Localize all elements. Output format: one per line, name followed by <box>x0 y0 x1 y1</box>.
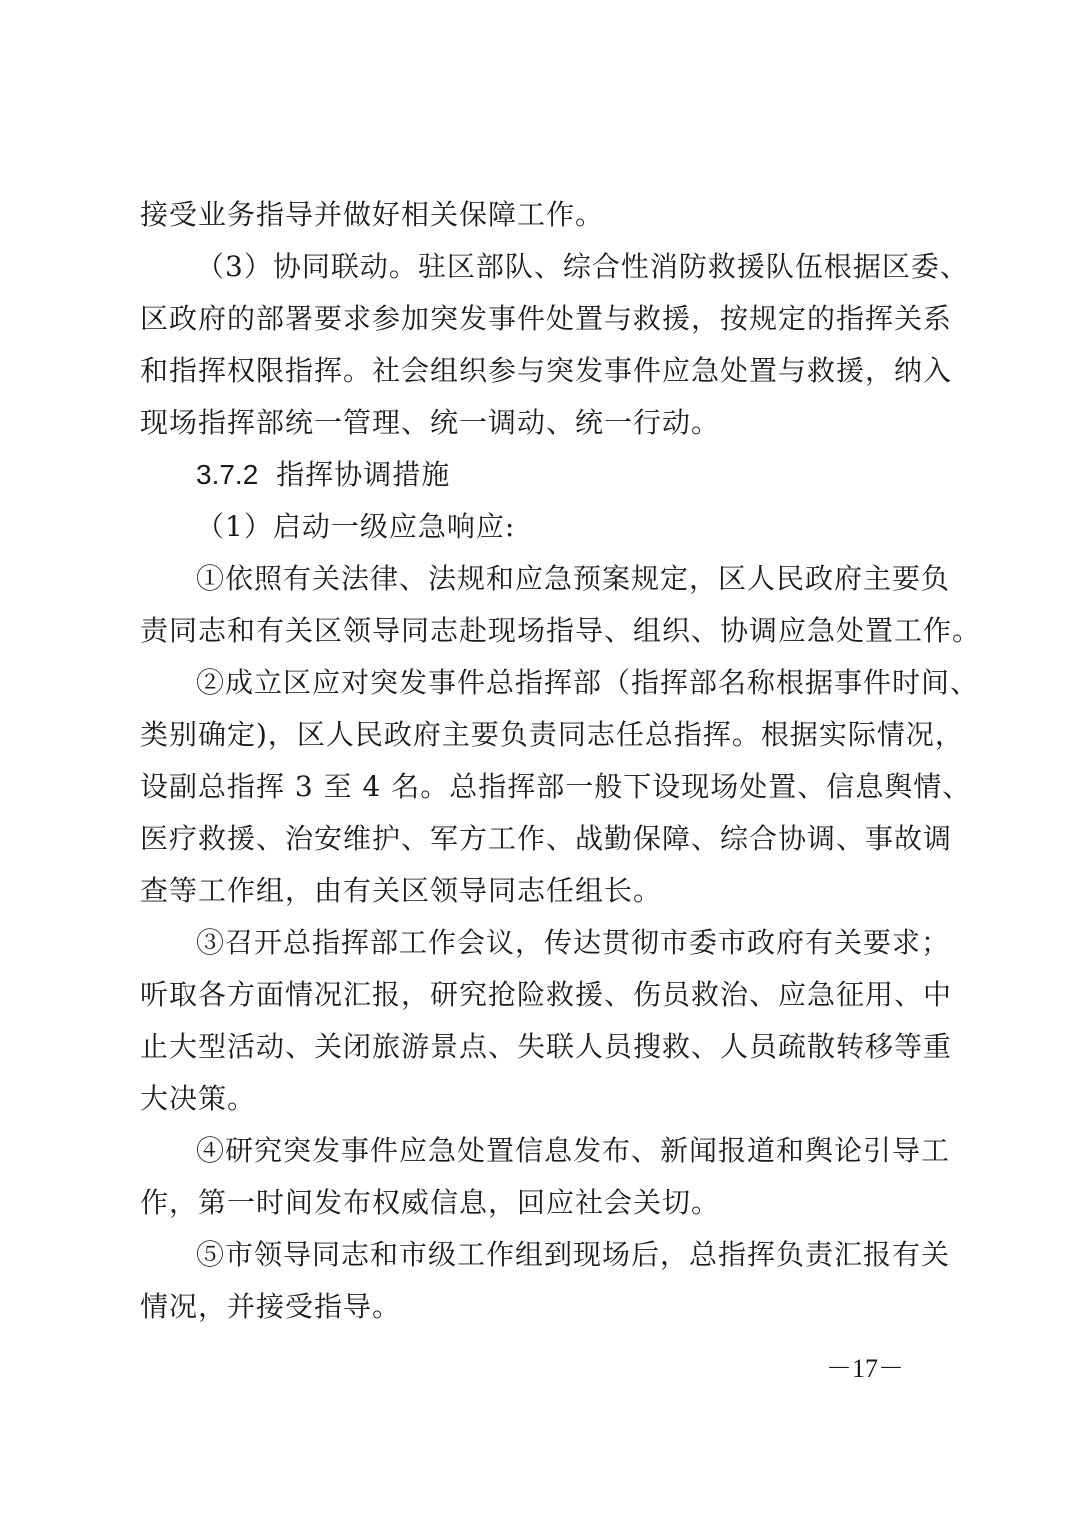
paragraph-line: 听取各方面情况汇报，研究抢险救援、伤员救治、应急征用、中 <box>140 978 953 1011</box>
paragraph-line: 和指挥权限指挥。社会组织参与突发事件应急处置与救援，纳入 <box>140 354 953 387</box>
paragraph-line: ⑤市领导同志和市级工作组到现场后，总指挥负责汇报有关 <box>196 1238 951 1271</box>
paragraph-line: （1）启动一级应急响应: <box>196 510 516 543</box>
paragraph-line: 设副总指挥 3 至 4 名。总指挥部一般下设现场处置、信息舆情、 <box>140 770 972 803</box>
page-number: －17－ <box>825 1354 904 1383</box>
paragraph-line: ①依照有关法律、法规和应急预案规定，区人民政府主要负 <box>196 562 951 595</box>
paragraph-line: （3）协同联动。驻区部队、综合性消防救援队伍根据区委、 <box>196 250 969 283</box>
paragraph-line: 查等工作组，由有关区领导同志任组长。 <box>140 874 663 907</box>
paragraph-line: ③召开总指挥部工作会议，传达贯彻市委市政府有关要求； <box>196 926 951 959</box>
document-body <box>140 189 982 1333</box>
paragraph-line: 接受业务指导并做好相关保障工作。 <box>140 198 605 231</box>
section-heading <box>140 449 940 501</box>
paragraph-line: 情况，并接受指导。 <box>140 1290 402 1323</box>
paragraph-line: 现场指挥部统一管理、统一调动、统一行动。 <box>140 406 721 439</box>
paragraph-line: 止大型活动、关闭旅游景点、失联人员搜救、人员疏散转移等重 <box>140 1030 953 1063</box>
paragraph-line: 区政府的部署要求参加突发事件处置与救援，按规定的指挥关系 <box>140 302 953 335</box>
paragraph-line: 作，第一时间发布权威信息，回应社会关切。 <box>140 1186 721 1219</box>
paragraph-line: 医疗救援、治安维护、军方工作、战勤保障、综合协调、事故调 <box>140 822 953 855</box>
paragraph-line: ②成立区应对突发事件总指挥部（指挥部名称根据事件时间、 <box>196 666 980 699</box>
paragraph-line: ④研究突发事件应急处置信息发布、新闻报道和舆论引导工 <box>196 1134 951 1167</box>
paragraph-line: 大决策。 <box>140 1082 257 1115</box>
section-number: 3.7.2 <box>196 459 259 490</box>
section-title: 指挥协调措施 <box>276 458 451 491</box>
paragraph-line: 类别确定)，区人民政府主要负责同志任总指挥。根据实际情况， <box>140 718 964 751</box>
paragraph-line: 责同志和有关区领导同志赴现场指导、组织、协调应急处置工作。 <box>140 614 982 647</box>
